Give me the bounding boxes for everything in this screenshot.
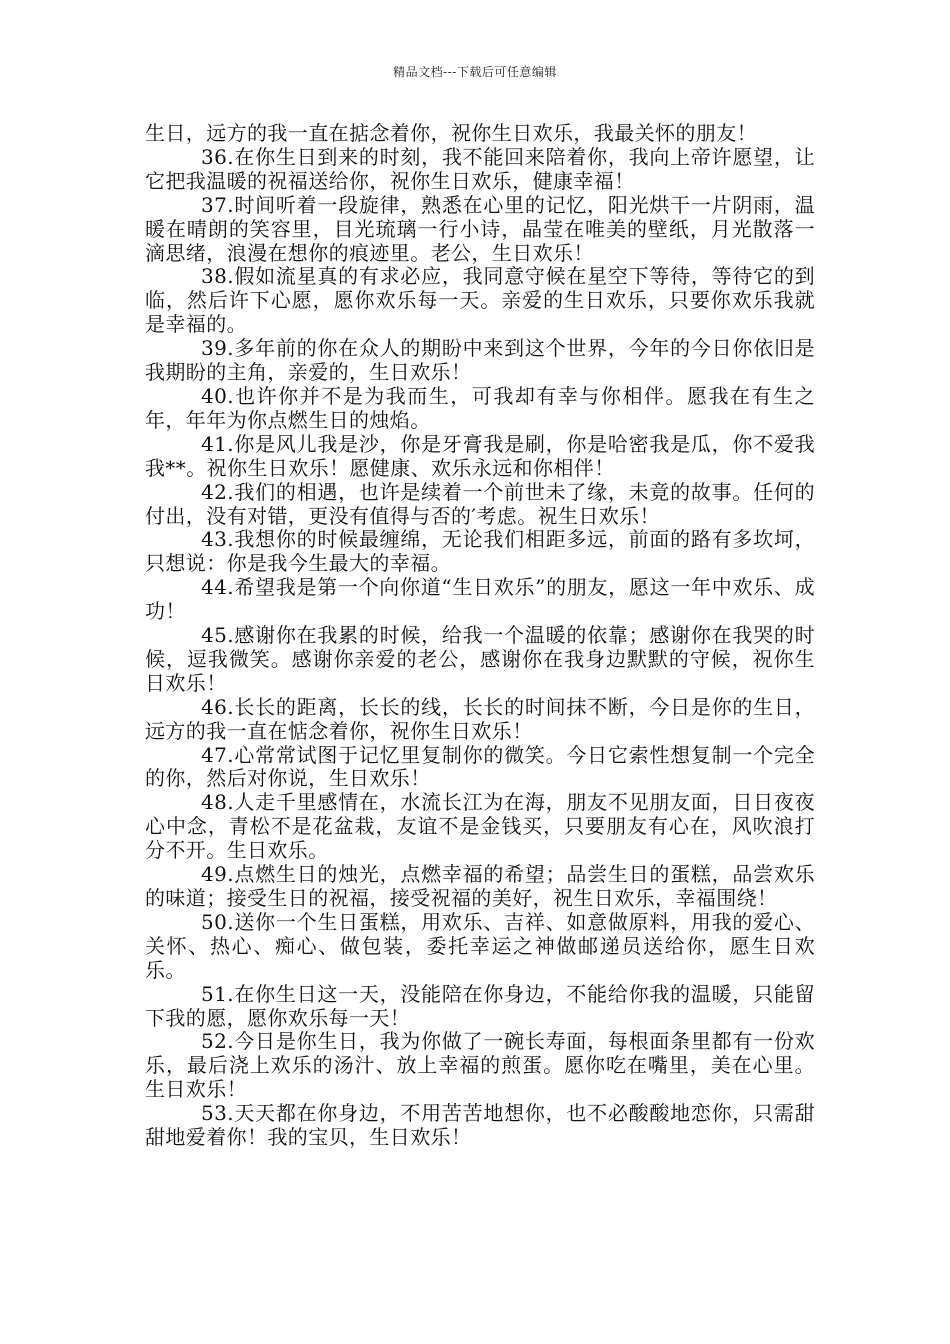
paragraph: 39.多年前的你在众人的期盼中来到这个世界，今年的今日你依旧是我期盼的主角，亲爱的，生日欢乐！ [145, 336, 815, 385]
paragraph: 44.希望我是第一个向你道“生日欢乐”的朋友，愿这一年中欢乐、成功！ [145, 575, 815, 624]
paragraph: 36.在你生日到来的时刻，我不能回来陪着你，我向上帝许愿望，让它把我温暖的祝福送给你，祝你生日欢乐，健康幸福！ [145, 144, 815, 193]
page-header: 精品文档---下载后可任意编辑 [393, 65, 557, 79]
paragraph: 43.我想你的时候最缠绵，无论我们相距多远，前面的路有多坎坷，只想说：你是我今生最大的幸福。 [145, 527, 815, 576]
paragraph: 47.心常常试图于记忆里复制你的微笑。今日它索性想复制一个完全的你，然后对你说，生日欢乐！ [145, 742, 815, 791]
paragraph: 45.感谢你在我累的时候，给我一个温暖的依靠；感谢你在我哭的时候，逗我微笑。感谢你亲爱的老公，感谢你在我身边默默的守候，祝你生日欢乐！ [145, 623, 815, 695]
paragraph: 48.人走千里感情在，水流长江为在海，朋友不见朋友面，日日夜夜心中念，青松不是花盆栽，友谊不是金钱买，只要朋友有心在，风吹浪打分不开。生日欢乐。 [145, 790, 815, 863]
paragraph: 52.今日是你生日，我为你做了一碗长寿面，每根面条里都有一份欢乐，最后浇上欢乐的汤汁、放上幸福的煎蛋。愿你吃在嘴里，美在心里。生日欢乐！ [145, 1029, 815, 1102]
paragraph: 生日，远方的我一直在掂念着你，祝你生日欢乐，我最关怀的朋友！ [145, 121, 757, 145]
paragraph: 40.也许你并不是为我而生，可我却有幸与你相伴。愿我在有生之年，年年为你点燃生日的烛焰。 [145, 383, 815, 432]
paragraph: 51.在你生日这一天，没能陪在你身边，不能给你我的温暖，只能留下我的愿，愿你欢乐每一天！ [145, 981, 815, 1030]
paragraph: 38.假如流星真的有求必应，我同意守候在星空下等待，等待它的到临，然后许下心愿，愿你欢乐每一天。亲爱的生日欢乐，只要你欢乐我就是幸福的。 [145, 264, 815, 337]
paragraph: 46.长长的距离，长长的线，长长的时间抹不断，今日是你的生日，远方的我一直在惦念着你，祝你生日欢乐！ [145, 694, 815, 743]
paragraph: 50.送你一个生日蛋糕，用欢乐、吉祥、如意做原料，用我的爱心、关怀、热心、痴心、做包装，委托幸运之神做邮递员送给你，愿生日欢乐。 [145, 909, 815, 982]
paragraph: 49.点燃生日的烛光，点燃幸福的希望；品尝生日的蛋糕，品尝欢乐的味道；接受生日的祝福，接受祝福的美好，祝生日欢乐，幸福围绕！ [145, 862, 815, 910]
paragraph: 53.天天都在你身边，不用苦苦地想你，也不必酸酸地恋你，只需甜甜地爱着你！我的宝贝，生日欢乐！ [145, 1101, 815, 1150]
document-body [145, 122, 815, 1150]
paragraph: 41.你是风儿我是沙，你是牙膏我是刷，你是哈密我是瓜，你不爱我我**。祝你生日欢乐！愿健康、欢乐永远和你相伴！ [145, 431, 815, 480]
paragraph: 42.我们的相遇，也许是续着一个前世未了缘，未竟的故事。任何的付出，没有对错，更没有值得与否的′考虑。祝生日欢乐！ [145, 479, 815, 528]
paragraph: 37.时间听着一段旋律，熟悉在心里的记忆，阳光烘干一片阴雨，温暖在晴朗的笑容里，目光琉璃一行小诗，晶莹在唯美的壁纸，月光散落一滴思绪，浪漫在想你的痕迹里。老公，生日欢乐！ [145, 192, 815, 265]
